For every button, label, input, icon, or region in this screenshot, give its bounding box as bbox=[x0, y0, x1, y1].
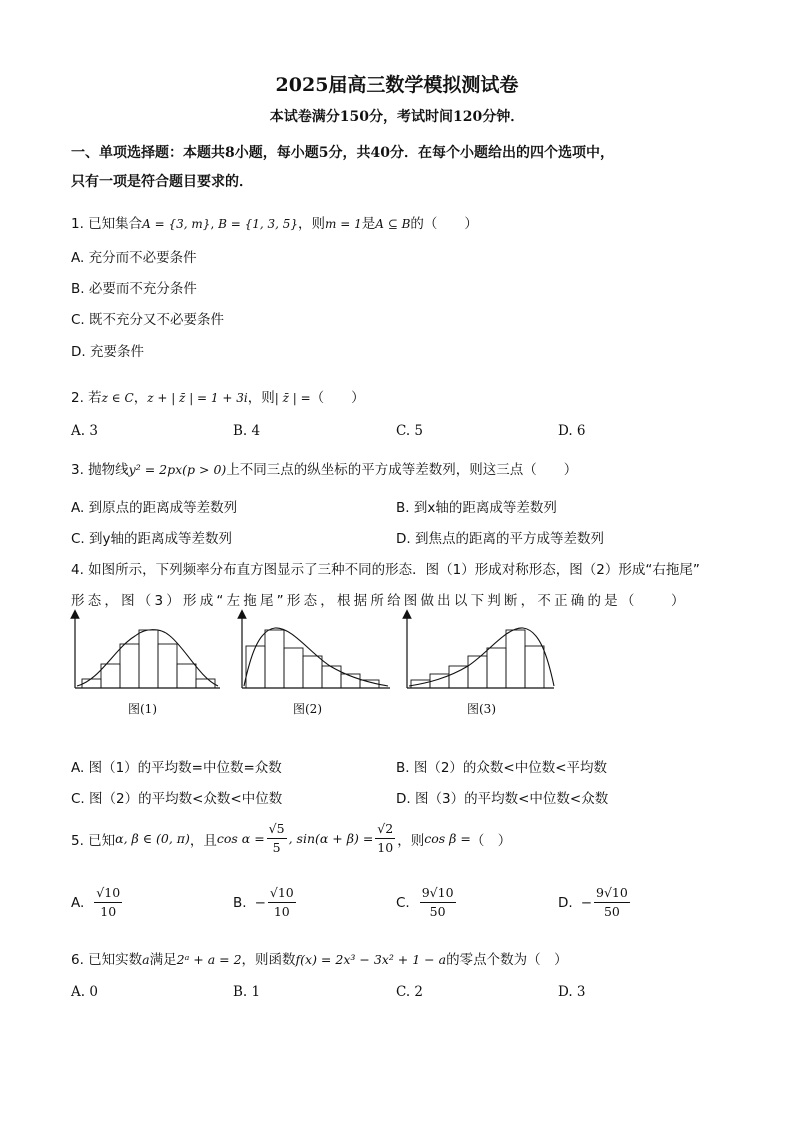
q6-option-a: A. 0 bbox=[71, 984, 98, 1000]
q6-mid2: ，则函数 bbox=[241, 952, 296, 968]
figure-caption-1: 图(1) bbox=[128, 702, 157, 716]
q5-ask: ，则 bbox=[397, 832, 425, 849]
q6-mid: 满足 bbox=[149, 952, 177, 968]
q2-option-c: C. 5 bbox=[396, 423, 424, 439]
q1-option-a: A. 充分而不必要条件 bbox=[71, 250, 197, 266]
figure-caption-2: 图(2) bbox=[293, 702, 322, 716]
q2-option-d: D. 6 bbox=[558, 423, 586, 439]
q5-cos-beta: cos β = bbox=[424, 831, 471, 846]
question-2-stem bbox=[71, 386, 365, 406]
q5-frac-sqrt2: $\frac{√2}{10}$ bbox=[377, 821, 394, 855]
q5-cos-alpha: cos α = bbox=[216, 831, 265, 846]
histogram-3 bbox=[407, 614, 554, 688]
question-5-stem bbox=[71, 820, 511, 857]
q4-option-a: A. 图（1）的平均数=中位数=众数 bbox=[71, 760, 282, 776]
q3-prefix: 3. 抛物线 bbox=[71, 462, 129, 478]
q5-suffix: （ ） bbox=[470, 832, 512, 849]
question-6-stem bbox=[71, 948, 568, 968]
q3-option-b: B. 到x轴的距离成等差数列 bbox=[396, 500, 557, 516]
q5-option-b: B. − $\frac{√10}{10}$ bbox=[233, 885, 294, 919]
exam-subtitle: 本试卷满分150分，考试时间120分钟． bbox=[269, 109, 525, 125]
q6-option-d: D. 3 bbox=[558, 984, 586, 1000]
q5-mid: ，且 bbox=[189, 832, 217, 849]
q2-condition: z ∈ C bbox=[101, 391, 134, 405]
question-4-line1: 4. 如图所示，下列频率分布直方图显示了三种不同的形态．图（1）形成对称形态，图（2）形成“右拖尾” bbox=[71, 562, 700, 578]
q1-set-b: B = {1, 3, 5} bbox=[218, 217, 299, 231]
q3-option-d: D. 到焦点的距离的平方成等差数列 bbox=[396, 531, 604, 547]
q6-option-b: B. 1 bbox=[233, 984, 261, 1000]
q1-shi: 是 bbox=[361, 216, 376, 232]
exam-title: 2025届高三数学模拟测试卷 bbox=[275, 74, 519, 96]
q6-option-c: C. 2 bbox=[396, 984, 424, 1000]
q2-suffix: （ ） bbox=[310, 390, 365, 406]
q2-equation: z + | z̄ | = 1 + 3i bbox=[147, 391, 248, 405]
q3-suffix: 上不同三点的纵坐标的平方成等差数列，则这三点（ ） bbox=[226, 462, 578, 478]
q1-option-b: B. 必要而不充分条件 bbox=[71, 281, 197, 297]
q1-mid: ，则 bbox=[298, 216, 326, 232]
q2-option-b: B. 4 bbox=[233, 423, 261, 439]
q1-option-d: D. 充要条件 bbox=[71, 344, 144, 360]
q1-prefix: 1. 已知集合 bbox=[71, 216, 143, 232]
q5-frac-sqrt5: $\frac{√5}{5}$ bbox=[268, 821, 285, 855]
q2-prefix: 2. 若 bbox=[71, 390, 102, 406]
question-1-stem: 1. 已知集合A = {3, m}, B = {1, 3, 5}，则m = 1是A ⊆ B的（ ） bbox=[71, 216, 478, 232]
q5-option-c: C. $\frac{9√10}{50}$ bbox=[396, 885, 454, 919]
q2-ask: ，则 bbox=[247, 390, 275, 406]
histogram-2 bbox=[242, 614, 390, 688]
q6-suffix: 的零点个数为（ ） bbox=[446, 952, 568, 968]
q5-option-d: D. − $\frac{9√10}{50}$ bbox=[558, 885, 628, 919]
question-4-line2: 形态，图（3）形成“左拖尾”形态，根据所给图做出以下判断，不正确的是（ ） bbox=[71, 593, 688, 609]
q5-prefix: 5. 已知 bbox=[71, 832, 116, 849]
histogram-figures bbox=[60, 608, 580, 738]
q3-curve: y² = 2px(p > 0) bbox=[128, 462, 227, 477]
q6-condition: 2ᵃ + a = 2 bbox=[176, 952, 242, 967]
q5-sin-sum: , sin(α + β) = bbox=[288, 831, 374, 846]
q6-prefix: 6. 已知实数 bbox=[71, 952, 143, 968]
q5-option-a: A. $\frac{√10}{10}$ bbox=[71, 885, 121, 919]
question-3-stem bbox=[71, 458, 577, 478]
q1-condition: m = 1 bbox=[325, 217, 362, 231]
q5-range: α, β ∈ (0, π) bbox=[115, 831, 190, 846]
q4-option-d: D. 图（3）的平均数<中位数<众数 bbox=[396, 791, 609, 807]
q2-sep: ， bbox=[133, 390, 148, 406]
section-instruction-line2: 只有一项是符合题目要求的． bbox=[71, 174, 253, 190]
q6-function: f(x) = 2x³ − 3x² + 1 − a bbox=[295, 952, 447, 967]
q1-option-c: C. 既不充分又不必要条件 bbox=[71, 312, 225, 328]
q2-abs: | z̄ | = bbox=[274, 391, 311, 405]
q1-suffix: 的（ ） bbox=[410, 216, 478, 232]
q1-subset: A ⊆ B bbox=[375, 217, 411, 231]
q2-option-a: A. 3 bbox=[71, 423, 98, 439]
section-instruction-line1: 一、单项选择题：本题共8小题，每小题5分，共40分．在每个小题给出的四个选项中， bbox=[71, 145, 614, 161]
histogram-1 bbox=[75, 614, 220, 688]
q3-option-a: A. 到原点的距离成等差数列 bbox=[71, 500, 238, 516]
q1-set-a: A = {3, m} bbox=[142, 217, 211, 231]
q6-var: a bbox=[142, 952, 150, 967]
q4-option-b: B. 图（2）的众数<中位数<平均数 bbox=[396, 760, 608, 776]
q3-option-c: C. 到y轴的距离成等差数列 bbox=[71, 531, 232, 547]
q4-option-c: C. 图（2）的平均数<众数<中位数 bbox=[71, 791, 283, 807]
figure-caption-3: 图(3) bbox=[467, 702, 496, 716]
